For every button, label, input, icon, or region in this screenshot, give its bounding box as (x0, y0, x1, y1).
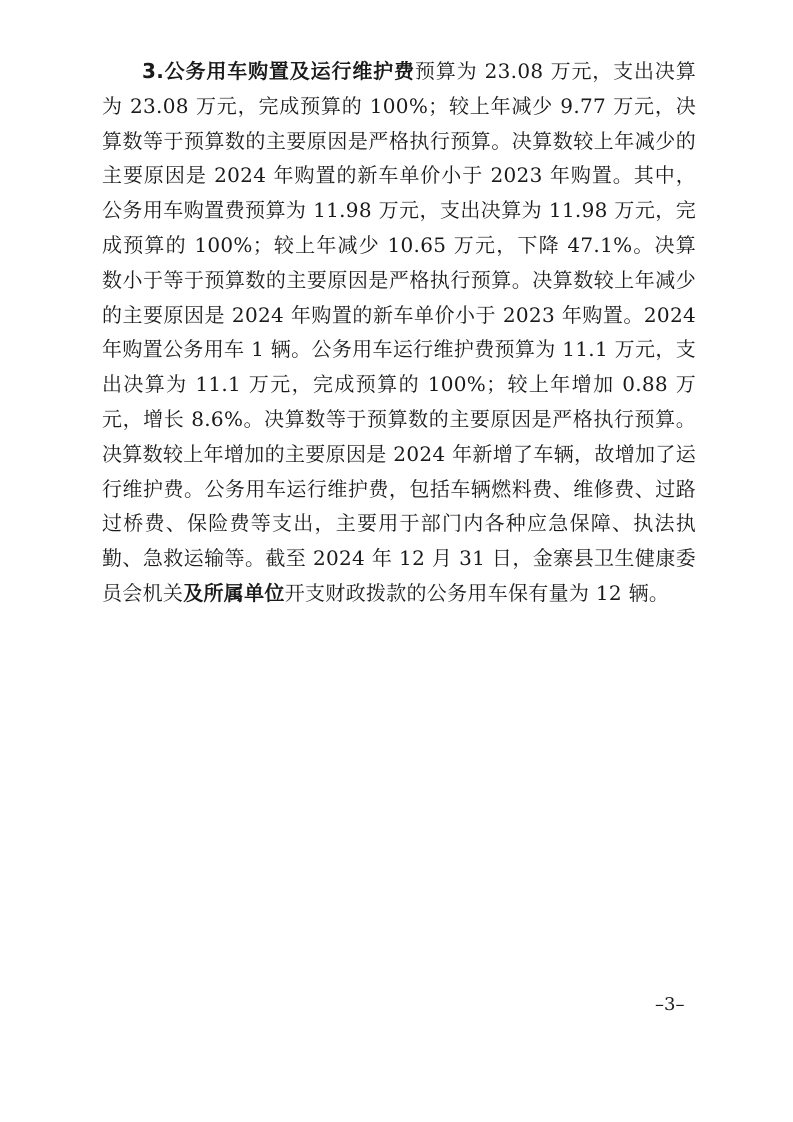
emphasized-phrase: 及所属单位 (183, 580, 285, 605)
page-number: –3– (655, 994, 685, 1015)
body-paragraph (102, 54, 696, 611)
paragraph-text: 预算为 23.08 万元，支出决算为 23.08 万元，完成预算的 100%；较上年减少 9.77 万元，决算数等于预算数的主要原因是严格执行预算。决算数较上年减少的主要原因是 2024 年购置的新车单价小于 2023 年购置。其中，公务用车购置费预算为 11.98 万元，支出决算为 11.98 万元，完成预算的 100%；较上年减少 10.65 万元，下降 47.1%。决算数小于等于预算数的主要原因是严格执行预算。决算数较上年减少的主要原因是 2024 年购置的新车单价小于 2023 年购置。2024 年购置公务用车 1 辆。公务用车运行维护费预算为 11.1 万元，支出决算为 11.1 万元，完成预算的 100%；较上年增加 0.88 万元，增长 8.6%。决算数等于预算数的主要原因是严格执行预算。决算数较上年增加的主要原因是 2024 年新增了车辆，故增加了运行维护费。公务用车运行维护费，包括车辆燃料费、维修费、过路过桥费、保险费等支出，主要用于部门内各种应急保障、执法执勤、急救运输等。截至 2024 年 12 月 31 日，金寨县卫生健康委员会机关 (102, 59, 696, 605)
section-heading: 3.公务用车购置及运行维护费 (142, 59, 415, 83)
paragraph-text-end: 开支财政拨款的公务用车保有量为 12 辆。 (284, 580, 670, 605)
